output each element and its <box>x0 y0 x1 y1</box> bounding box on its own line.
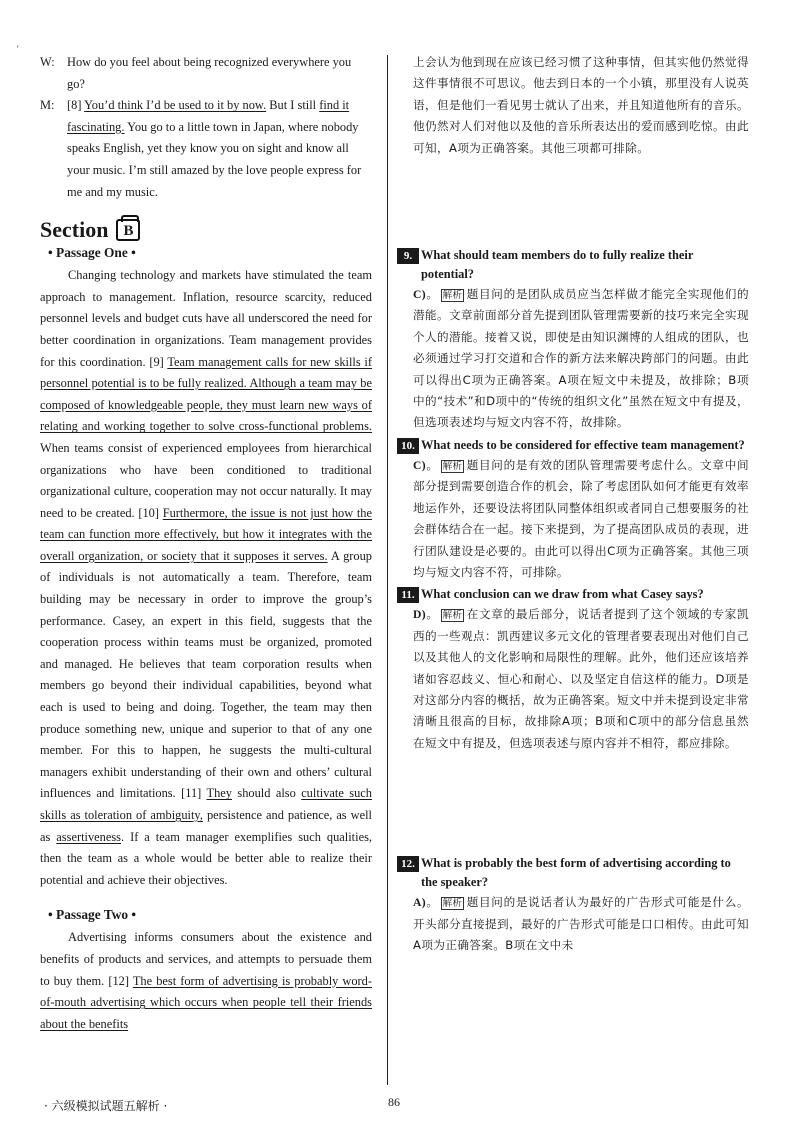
analysis-tag-10: 解析 <box>442 460 463 472</box>
question-marker-11: [11] <box>181 786 202 801</box>
analysis-text-9: 题目问的是团队成员应当怎样做才能完全实现他们的潜能。文章前面部分首先提到团队管理需要新的技巧来完全实现个人的潜能。接着又说，即使是由知识渊博的人组成的团队，也必须通过学习打交道和合作的新方法来解决跨部门的问题。由此可以得出C项为正确答案。A项在短文中未提及，故排除；B项中的“技术”和D项中的“传统的组织文化”虽然在短文中有提及，但选项表述均与短文内容不符，故排除。 <box>413 287 749 430</box>
answer-12: A)。 解析 题目问的是说话者认为最好的广告形式可能是什么。开头部分直接提到，最好的广告形式可能是口口相传。由此可知A项为正确答案。B项在文中未 <box>413 895 749 952</box>
dialogue-text-m <box>67 95 372 203</box>
question-block-11 <box>397 585 749 754</box>
question-block-9 <box>397 246 749 434</box>
question-text-9: What should team members do to fully realize their potential? <box>421 248 694 282</box>
question-text-10: What needs to be considered for effective team management? <box>421 437 745 452</box>
analysis-tag-12: 解析 <box>442 898 463 910</box>
passage-two-p1: Advertising informs consumers about the existence and benefits of products and services, and attempts to persuade them to buy them. <box>40 930 372 988</box>
passage-one-text <box>40 265 372 891</box>
section-heading <box>40 217 372 243</box>
dialogue-line-w <box>40 52 372 95</box>
passage-one-p1: Changing technology and markets have stimulated the team approach to management. Inflation, resource scarcity, reduced personnel levels and budget cuts have all underscored the need for better coordination in organizations. Team management provides for this coordination. <box>40 268 372 369</box>
passage-one-p4: should also <box>231 786 302 801</box>
passage-two-text <box>40 927 372 1035</box>
passage-two-heading: • Passage Two • <box>48 907 137 923</box>
analysis-tag-9: 解析 <box>442 290 463 302</box>
question-number-9: 9. <box>397 248 419 264</box>
explanation-continued: 上会认为他到现在应该已经习惯了这种事情，但其实他仍然觉得这件事情很不可思议。他去到日本的一个小镇，那里没有人说英语，但是他们一看见男士就认了出来，并且知道他所有的音乐。他仍然对人们对他以及他的音乐所表达出的爱而感到吃惊。由此可知，A项为正确答案。其他三项都可排除。 <box>413 55 749 155</box>
question-marker-9: [9] <box>149 354 164 369</box>
dialogue-line-m <box>40 95 372 203</box>
question-11 <box>397 585 749 604</box>
analysis-text-12: 题目问的是说话者认为最好的广告形式可能是什么。开头部分直接提到，最好的广告形式可能是口口相传。由此可知A项为正确答案。B项在文中未 <box>413 895 749 952</box>
passage-one-p3: A group of individuals is not automatically a team. Therefore, team building may be necessary in order to improve the group’s performance. Casey, an expert in this field, suggests that the cooperation process within teams must be organized, promoted and managed. He believes that team corporation results when members go beyond their individual capabilities, beyond what each is used to being and doing. Together, the team may then produce something new, unique and superior to that of any one member. For this to happen, he suggests the multi-cultural managers exhibit understanding of their own and others’ cultural influences and limitations. <box>40 548 372 801</box>
question-block-10 <box>397 436 749 583</box>
question-number-12: 12. <box>397 856 419 872</box>
underlined-answer-11a: They <box>206 786 232 801</box>
speaker-m: M: <box>40 98 55 113</box>
dialogue-text-w: How do you feel about being recognized everywhere you go? <box>67 55 352 91</box>
analysis-text-11: 在文章的最后部分，说话者提到了这个领域的专家凯西的一些观点：凯西建议多元文化的管理者要表现出对他们自己以及其他人的文化影响和局限性的理解。此外，他们还应该培养诸如容忍歧义、恒心和耐心、以及坚定自信这样的能力。D项是对这部分内容的概括，故为正确答案。短文中并未提到设定非常清晰且很高的目标，故排除A项；B项和C项中的部分信息虽然在短文中有提及，但选项表述与原内容并不相符，都应排除。 <box>413 607 749 750</box>
answer-10: C)。 解析 题目问的是有效的团队管理需要考虑什么。文章中间部分提到需要创造合作的机会，除了考虑团队如何才能更有效率地运作外，还要设法将团队同整体组织或者同自己想要服务的社会群体结合在一起。接下来提到，为了提高团队成员的表现，进行团队建设是必要的。由此可以得出C项为正确答案。其他三项均与短文内容不符，可排除。 <box>413 457 749 579</box>
question-number-10: 10. <box>397 438 419 454</box>
analysis-tag-11: 解析 <box>442 610 463 622</box>
underlined-answer-8b: find it fascinating. <box>67 98 350 134</box>
dialogue-text-mid: But I still <box>266 98 320 113</box>
answer-letter-11: D) <box>413 608 427 622</box>
question-block-12 <box>397 854 749 956</box>
question-number-11: 11. <box>397 587 419 603</box>
underlined-answer-12: The best form of advertising is probably word-of-mouth advertising which occurs when people tell their friends about the benefits <box>40 973 373 1031</box>
analysis-text-10: 题目问的是有效的团队管理需要考虑什么。文章中间部分提到需要创造合作的机会，除了考虑团队如何才能更有效率地运作外，还要设法将团队同整体组织或者同自己想要服务的社会群体结合在一起。接下来提到，为了提高团队成员的表现，进行团队建设是必要的。由此可以得出C项为正确答案。其他三项均与短文内容不符，可排除。 <box>413 457 749 579</box>
question-marker-12: [12] <box>108 973 129 988</box>
underlined-answer-10: Furthermore, the issue is not just how the team can function more effectively, but how it integrates with the overall organization, or society that it supposes it serves. <box>40 505 372 563</box>
answer-letter-12: A) <box>413 896 427 910</box>
question-marker-10: [10] <box>138 505 160 520</box>
underlined-answer-9: Team management calls for new skills if personnel potential is to be fully realized. Although a team may be composed of knowledgeable people, they must learn new ways of relating and working together to solve cross-functional problems. <box>40 354 372 434</box>
passage-one-p2: When teams consist of experienced employees from hierarchical organizations who have been conditioned to traditional organizational culture, cooperation may not occur naturally. It may need to be created. <box>40 440 372 520</box>
answer-9: C)。 解析 题目问的是团队成员应当怎样做才能完全实现他们的潜能。文章前面部分首先提到团队管理需要新的技巧来完全实现个人的潜能。接着又说，即使是由知识渊博的人组成的团队，也必须通过学习打交道和合作的新方法来解决跨部门的问题。由此可以得出C项为正确答案。A项在短文中未提及，故排除；B项中的“技术”和D项中的“传统的组织文化”虽然在短文中有提及，但选项表述均与短文内容不符，故排除。 <box>413 287 749 430</box>
column-divider <box>387 55 388 1085</box>
answer-letter-9: C) <box>413 288 427 302</box>
passage-one-p6: . If a team manager exemplifies such qualities, then the team as a whole would be better able to realize their potential and achieve their objectives. <box>40 829 372 887</box>
section-title: Section <box>40 217 109 243</box>
answer-11: D)。 解析 在文章的最后部分，说话者提到了这个领域的专家凯西的一些观点：凯西建议多元文化的管理者要表现出对他们自己以及其他人的文化影响和局限性的理解。此外，他们还应该培养诸如容忍歧义、恒心和耐心、以及坚定自信这样的能力。D项是对这部分内容的概括，故为正确答案。短文中并未提到设定非常清晰且很高的目标，故排除A项；B项和C项中的部分信息虽然在短文中有提及，但选项表述与原内容并不相符，都应排除。 <box>413 607 749 750</box>
question-text-11: What conclusion can we draw from what Casey says? <box>421 587 704 602</box>
corner-mark: ' <box>17 44 19 54</box>
left-column <box>40 52 372 1035</box>
answer-letter-10: C) <box>413 458 427 472</box>
footer-title: · 六级模拟试题五解析 · <box>44 1099 168 1113</box>
question-10 <box>397 436 749 455</box>
underlined-answer-8a: You’d think I’d be used to it by now. <box>84 98 267 113</box>
right-column <box>397 52 749 956</box>
question-text-12: What is probably the best form of advertising according to the speaker? <box>421 856 731 890</box>
underlined-answer-11c: assertiveness <box>56 829 121 844</box>
passage-one-p5: persistence and patience, as well as <box>40 808 372 844</box>
question-marker-8: [8] <box>67 98 82 113</box>
passage-one-heading: • Passage One • <box>48 245 136 261</box>
speaker-w: W: <box>40 55 55 69</box>
question-12 <box>397 854 749 892</box>
underlined-answer-11b: cultivate such skills as toleration of ambiguity, <box>40 786 372 822</box>
section-badge-icon: B <box>116 219 140 241</box>
dialogue-text-rest: You go to a little town in Japan, where nobody speaks English, yet they know you on sight and know all your music. I’m still amazed by the love people express for me and my music. <box>67 119 362 199</box>
question-9 <box>397 246 749 284</box>
page-number: 86 <box>388 1095 400 1109</box>
